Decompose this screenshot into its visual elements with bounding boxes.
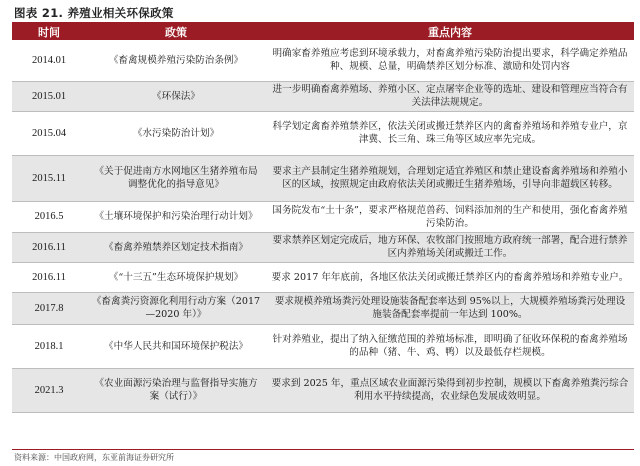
row-content: 要求到 2025 年，重点区域农业面源污染得到初步控制，规模以下畜禽养殖粪污综合利用水平持续提高，农业绿色发展成效明显。 (266, 368, 634, 412)
row-date: 2015.11 (12, 155, 86, 201)
table-header-row (12, 24, 634, 40)
row-date: 2015.01 (12, 81, 86, 111)
header-content: 重点内容 (428, 26, 472, 39)
figure-title: 图表 21. 养殖业相关环保政策 (14, 6, 174, 20)
table-row (12, 292, 634, 324)
table-row (12, 368, 634, 412)
row-policy: 《畜禽养殖禁养区划定技术指南》 (86, 232, 266, 262)
source-note: 资料来源：中国政府网，东亚前海证券研究所 (14, 453, 174, 462)
table-row (12, 262, 634, 292)
row-date: 2021.3 (12, 368, 86, 412)
row-date: 2016.5 (12, 201, 86, 232)
row-policy: 《畜禽规模养殖污染防治条例》 (86, 40, 266, 81)
row-content: 要求主产县制定生猪养殖规划，合理划定适宜养殖区和禁止建设畜禽养殖场和养殖小区的区域，按照规定由政府依法关闭或搬迁生猪养殖场，引导向非超载区转移。 (266, 155, 634, 201)
row-policy: 《水污染防治计划》 (86, 111, 266, 155)
table-row (12, 111, 634, 155)
row-date: 2018.1 (12, 324, 86, 368)
row-policy: 《环保法》 (86, 81, 266, 111)
row-content: 进一步明确畜禽养殖场、养殖小区、定点屠宰企业等的选址、建设和管理应当符合有关法律法规规定。 (266, 81, 634, 111)
row-date: 2015.04 (12, 111, 86, 155)
row-content: 国务院发布“土十条”，要求严格规范兽药、饲料添加剂的生产和使用，强化畜禽养殖污染防治。 (266, 201, 634, 232)
row-policy: 《农业面源污染治理与监督指导实施方案（试行）》 (86, 368, 266, 412)
table-row (12, 232, 634, 262)
row-policy: 《畜禽粪污资源化利用行动方案（2017—2020 年）》 (86, 292, 266, 324)
row-date: 2017.8 (12, 292, 86, 324)
row-date: 2014.01 (12, 40, 86, 81)
policy-table (12, 24, 634, 413)
row-date: 2016.11 (12, 232, 86, 262)
table-row (12, 324, 634, 368)
row-policy: 《关于促进南方水网地区生猪养殖布局调整优化的指导意见》 (86, 155, 266, 201)
row-content: 针对养殖业，提出了纳入征缴范围的养殖场标准，即明确了征收环保税的畜禽养殖场的品种（猪、牛、鸡、鸭）以及最低存栏规模。 (266, 324, 634, 368)
header-policy: 政策 (165, 26, 187, 39)
row-content: 科学划定禽畜养殖禁养区，依法关闭或搬迁禁养区内的禽畜养殖场和养殖专业户，京津冀、长三角、珠三角等区域应率先完成。 (266, 111, 634, 155)
header-time: 时间 (38, 26, 60, 39)
row-policy: 《中华人民共和国环境保护税法》 (86, 324, 266, 368)
bottom-divider (12, 449, 634, 450)
table-row (12, 155, 634, 201)
table-row (12, 81, 634, 111)
table-row (12, 201, 634, 232)
row-policy: 《“十三五”生态环境保护规划》 (86, 262, 266, 292)
row-policy: 《土壤环境保护和污染治理行动计划》 (86, 201, 266, 232)
table-row (12, 40, 634, 81)
row-content: 要求禁养区划定完成后，地方环保、农牧部门按照地方政府统一部署，配合进行禁养区内养殖场关闭或搬迁工作。 (266, 232, 634, 262)
row-content: 明确家畜养殖应考虑到环境承载力，对畜禽养殖污染防治提出要求，科学确定养殖品种、规模、总量，明确禁养区划分标准、激励和处罚内容 (266, 40, 634, 81)
row-date: 2016.11 (12, 262, 86, 292)
row-content: 要求 2017 年年底前，各地区依法关闭或搬迁禁养区内的畜禽养殖场和养殖专业户。 (266, 262, 634, 292)
row-content: 要求规模养殖场粪污处理设施装备配套率达到 95%以上，大规模养殖场粪污处理设施装备配套率提前一年达到 100%。 (266, 292, 634, 324)
